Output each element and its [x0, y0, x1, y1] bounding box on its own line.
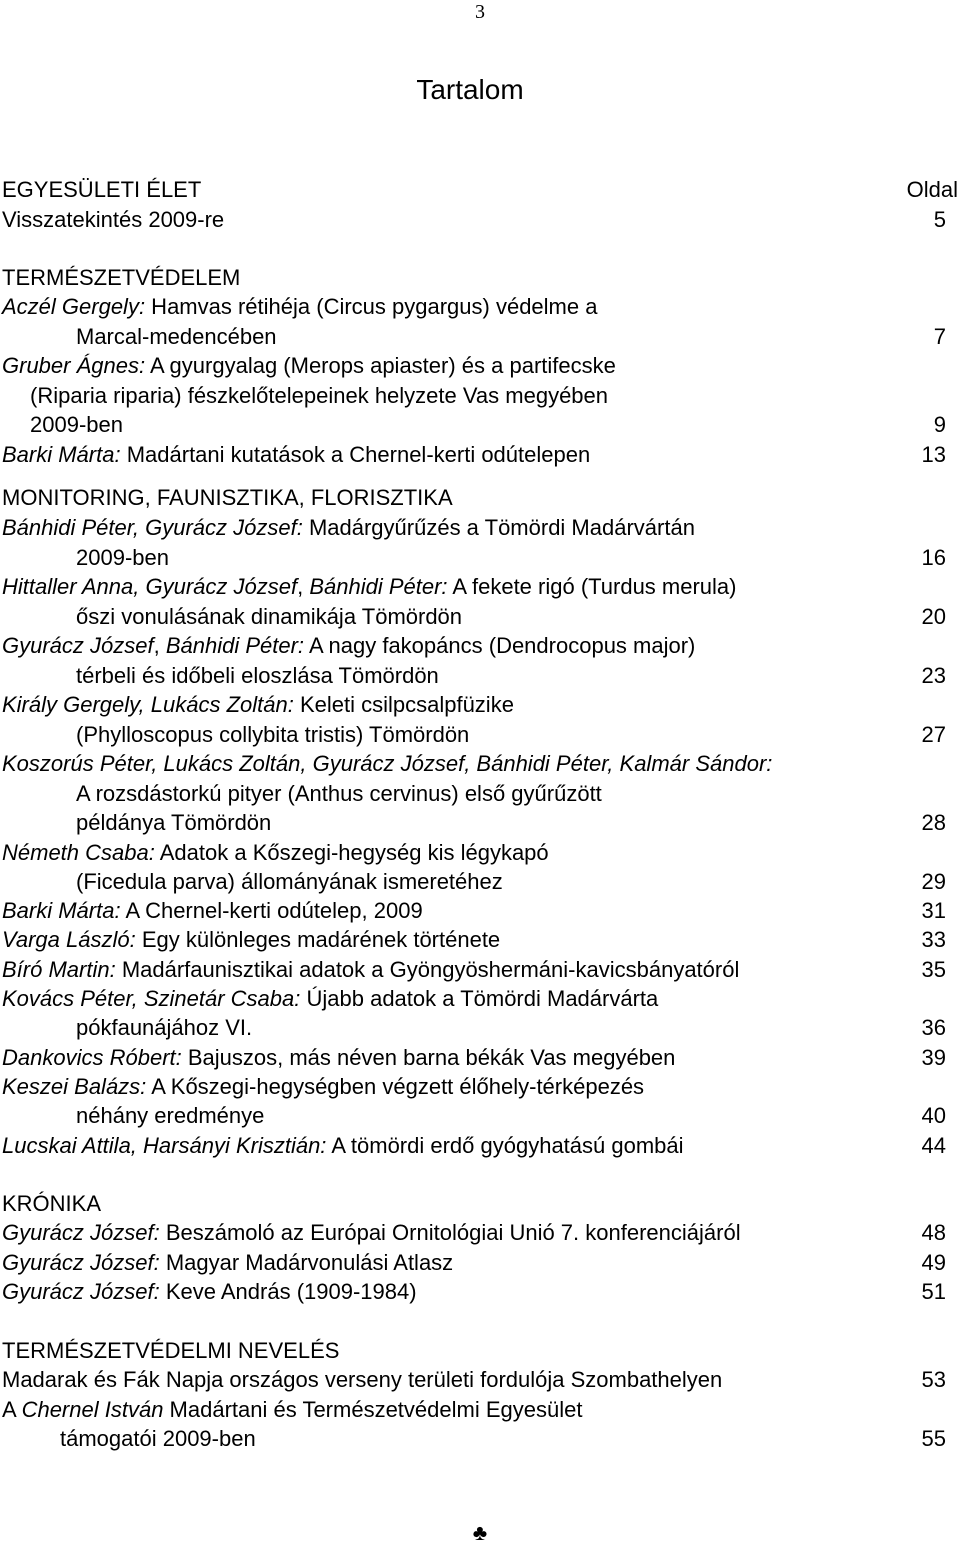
- toc-title-text: (Riparia riparia) fészkelőtelepeinek helyzete Vas megyében: [30, 383, 609, 408]
- toc-page-number: 40: [921, 1103, 946, 1128]
- toc-title-text: EGYESÜLETI ÉLET: [2, 177, 202, 202]
- toc-page-number: 23: [921, 663, 946, 688]
- toc-line: [0, 1218, 960, 1247]
- club-suit-icon: ♣: [472, 1520, 488, 1545]
- toc-page-number: 55: [921, 1426, 946, 1451]
- toc-line: [0, 322, 960, 351]
- toc-line: [0, 925, 960, 954]
- toc-author: Gyurácz József: [2, 633, 154, 658]
- toc-line: [0, 1013, 960, 1042]
- toc-title-text: 2009-ben: [30, 412, 123, 437]
- toc-author: Gruber Ágnes:: [2, 353, 146, 378]
- toc-entry-text: [2, 749, 772, 778]
- toc-page-number: 13: [921, 442, 946, 467]
- toc-page-number: 31: [921, 898, 946, 923]
- toc-author: Varga László:: [2, 927, 136, 952]
- toc-author: Lucskai Attila, Harsányi Krisztián:: [2, 1133, 327, 1158]
- toc-entry-text: [76, 867, 503, 896]
- toc-title-text: Madártani és Természetvédelmi Egyesület: [163, 1397, 583, 1422]
- toc-entry-text: [2, 263, 240, 292]
- toc-page-number: 33: [921, 927, 946, 952]
- toc-entry-text: [76, 1013, 252, 1042]
- toc-title-text: Egy különleges madárének története: [135, 927, 501, 952]
- toc-page-number: 39: [921, 1045, 946, 1070]
- toc-page-number: 28: [921, 810, 946, 835]
- toc-line: [0, 543, 960, 572]
- toc-entry-text: [2, 1131, 684, 1160]
- toc-title-text: Madártani kutatások a Chernel-kerti odútelepen: [120, 442, 591, 467]
- toc-title-text: Visszatekintés 2009-re: [2, 207, 225, 232]
- toc-title-text: Beszámoló az Európai Ornitológiai Unió 7. konferenciájáról: [159, 1220, 741, 1245]
- page-title: Tartalom: [416, 74, 524, 105]
- toc-author: Király Gergely, Lukács Zoltán:: [2, 692, 294, 717]
- toc-line: [0, 779, 960, 808]
- toc-line: [0, 1131, 960, 1160]
- toc-line: [0, 205, 960, 234]
- toc-title-text: ,: [297, 574, 310, 599]
- toc-title-text: A gyurgyalag (Merops apiaster) és a partifecske: [145, 353, 616, 378]
- toc-entry-text: [2, 572, 737, 601]
- toc-author: Hittaller Anna, Gyurácz József: [2, 574, 298, 599]
- toc-page-number: 16: [921, 545, 946, 570]
- toc-line: [0, 808, 960, 837]
- toc-title-text: Marcal-medencében: [76, 324, 277, 349]
- toc-line: [0, 720, 960, 749]
- toc-line: [0, 867, 960, 896]
- toc-entry-text: [2, 440, 590, 469]
- toc-line: [0, 410, 960, 439]
- toc-entry-text: [2, 351, 616, 380]
- toc-author: Dankovics Róbert:: [2, 1045, 182, 1070]
- toc-title-text: (Ficedula parva) állományának ismeretéhez: [76, 869, 503, 894]
- toc-entry-text: [2, 1189, 101, 1218]
- toc-entry-text: [2, 925, 500, 954]
- toc-line: [0, 483, 960, 512]
- toc-line: [0, 351, 960, 380]
- toc-page-number: 44: [921, 1133, 946, 1158]
- toc-entry-text: [2, 631, 695, 660]
- toc-line: [0, 1365, 960, 1394]
- toc-page-number: 9: [933, 412, 946, 437]
- toc-entry-text: [76, 808, 271, 837]
- toc-line: [0, 631, 960, 660]
- toc-entry-text: [2, 690, 514, 719]
- toc-entry-text: [2, 1365, 722, 1394]
- toc-entry-text: [2, 838, 549, 867]
- toc-author: Bánhidi Péter, Gyurácz József:: [2, 515, 303, 540]
- toc-line: [0, 661, 960, 690]
- toc-title-text: A tömördi erdő gyógyhatású gombái: [326, 1133, 684, 1158]
- toc-line: [0, 572, 960, 601]
- toc-title-text: támogatói 2009-ben: [60, 1426, 256, 1451]
- toc-entry-text: [60, 1424, 256, 1453]
- toc-title-text: (Phylloscopus collybita tristis) Tömördön: [76, 722, 470, 747]
- toc-author: Keszei Balázs:: [2, 1074, 147, 1099]
- toc-entry-text: [2, 1395, 582, 1424]
- toc-entry-text: [2, 483, 453, 512]
- toc-title-text: Madarak és Fák Napja országos verseny területi fordulója Szombathelyen: [2, 1367, 723, 1392]
- toc-entry-text: [2, 1336, 339, 1365]
- toc-title-text: TERMÉSZETVÉDELEM: [2, 265, 241, 290]
- toc-page-number: 7: [933, 324, 946, 349]
- toc-author: Bánhidi Péter:: [309, 574, 448, 599]
- toc-title-text: Madárfaunisztikai adatok a Gyöngyöshermáni-kavicsbányatóról: [115, 957, 740, 982]
- toc-author: Koszorús Péter, Lukács Zoltán, Gyurácz József, Bánhidi Péter, Kalmár Sándor:: [2, 751, 773, 776]
- toc-line: [0, 1277, 960, 1306]
- toc-title-text: A Chernel-kerti odútelep, 2009: [120, 898, 423, 923]
- toc-line: [0, 292, 960, 321]
- toc-line: [0, 1248, 960, 1277]
- toc-author: Bíró Martin:: [2, 957, 116, 982]
- toc-line: [0, 838, 960, 867]
- toc-entry-text: [2, 1218, 741, 1247]
- toc-line: [0, 1043, 960, 1072]
- toc-page-number: 27: [921, 722, 946, 747]
- toc-entry-text: [76, 1101, 264, 1130]
- toc-page-number: 35: [921, 957, 946, 982]
- toc-title-text: Bajuszos, más néven barna békák Vas megyében: [181, 1045, 676, 1070]
- toc-entry-text: [2, 1072, 644, 1101]
- toc-title-text: pókfaunájához VI.: [76, 1015, 253, 1040]
- toc-title-text: példánya Tömördön: [76, 810, 272, 835]
- toc-page-number: 53: [921, 1367, 946, 1392]
- toc-title-text: Keve András (1909-1984): [159, 1279, 417, 1304]
- toc-title-text: A rozsdástorkú pityer (Anthus cervinus) első gyűrűzött: [76, 781, 602, 806]
- toc-page-number: 36: [921, 1015, 946, 1040]
- toc-entry-text: [2, 205, 224, 234]
- toc-line: [0, 602, 960, 631]
- toc-title-text: ,: [153, 633, 166, 658]
- page-number: 3: [475, 1, 485, 23]
- toc-page-number: 48: [921, 1220, 946, 1245]
- toc-entry-text: [2, 175, 201, 204]
- toc-entry-text: [2, 1248, 453, 1277]
- toc-title-text: őszi vonulásának dinamikája Tömördön: [76, 604, 463, 629]
- toc-author: Barki Márta:: [2, 442, 121, 467]
- toc-author: Gyurácz József:: [2, 1220, 160, 1245]
- toc-author: Kovács Péter, Szinetár Csaba:: [2, 986, 301, 1011]
- toc-title-text: néhány eredménye: [76, 1103, 265, 1128]
- toc-author: Németh Csaba:: [2, 840, 155, 865]
- toc-author: Bánhidi Péter:: [165, 633, 305, 658]
- toc-line: [0, 440, 960, 469]
- toc-entry-text: [2, 896, 423, 925]
- toc-title-text: térbeli és időbeli eloszlása Tömördön: [76, 663, 439, 688]
- toc-author: Gyurácz József:: [2, 1250, 160, 1275]
- page-column-header: Oldal: [906, 177, 958, 202]
- toc-page-number: 51: [921, 1279, 946, 1304]
- toc-line: [0, 263, 960, 292]
- toc-entry-text: [2, 984, 658, 1013]
- toc-author: Chernel István: [21, 1397, 164, 1422]
- toc-entry-text: [2, 1277, 417, 1306]
- toc-title-text: A Kőszegi-hegységben végzett élőhely-térképezés: [146, 1074, 645, 1099]
- toc-line: [0, 1072, 960, 1101]
- toc-title-text: Magyar Madárvonulási Atlasz: [159, 1250, 454, 1275]
- toc-line: [0, 984, 960, 1013]
- toc-page-number: 20: [921, 604, 946, 629]
- toc-author: Aczél Gergely:: [2, 294, 146, 319]
- toc-title-text: Hamvas rétihéja (Circus pygargus) védelme a: [145, 294, 598, 319]
- toc-page-number: 49: [921, 1250, 946, 1275]
- toc-line: [0, 749, 960, 778]
- toc-author: Barki Márta:: [2, 898, 121, 923]
- toc-entry-text: [76, 779, 602, 808]
- toc-title-text: 2009-ben: [76, 545, 169, 570]
- toc-entry-text: [76, 543, 169, 572]
- toc-line: [0, 381, 960, 410]
- toc-page-number: 5: [933, 207, 946, 232]
- toc-page-number: 29: [921, 869, 946, 894]
- toc-line: [0, 1336, 960, 1365]
- toc-entry-text: [30, 410, 123, 439]
- toc-entry-text: [76, 661, 439, 690]
- toc-entry-text: [2, 513, 695, 542]
- toc-line: [0, 1101, 960, 1130]
- toc-title-text: A: [2, 1397, 22, 1422]
- toc-line: [0, 1189, 960, 1218]
- toc-entry-text: [2, 955, 739, 984]
- toc-title-text: A fekete rigó (Turdus merula): [447, 574, 737, 599]
- toc-title-text: Újabb adatok a Tömördi Madárvárta: [300, 986, 659, 1011]
- toc-entry-text: [2, 292, 597, 321]
- toc-entry-text: [30, 381, 608, 410]
- toc-title-text: MONITORING, FAUNISZTIKA, FLORISZTIKA: [2, 485, 453, 510]
- toc-title-text: Adatok a Kőszegi-hegység kis légykapó: [154, 840, 549, 865]
- toc-line: [0, 690, 960, 719]
- toc-title-text: Keleti csilpcsalpfüzike: [293, 692, 514, 717]
- toc-entry-text: [76, 602, 462, 631]
- toc-line: [0, 955, 960, 984]
- toc-line: [0, 513, 960, 542]
- toc-title-text: KRÓNIKA: [2, 1191, 102, 1216]
- toc-entry-text: [2, 1043, 675, 1072]
- toc-line: [0, 1395, 960, 1424]
- toc-title-text: A nagy fakopáncs (Dendrocopus major): [304, 633, 696, 658]
- toc-author: Gyurácz József:: [2, 1279, 160, 1304]
- toc-line: [0, 896, 960, 925]
- toc-entry-text: [76, 322, 277, 351]
- toc-title-text: TERMÉSZETVÉDELMI NEVELÉS: [2, 1338, 340, 1363]
- toc-line: [0, 1424, 960, 1453]
- toc-line: [0, 175, 960, 204]
- toc-title-text: Madárgyűrűzés a Tömördi Madárvártán: [302, 515, 695, 540]
- toc-entry-text: [76, 720, 469, 749]
